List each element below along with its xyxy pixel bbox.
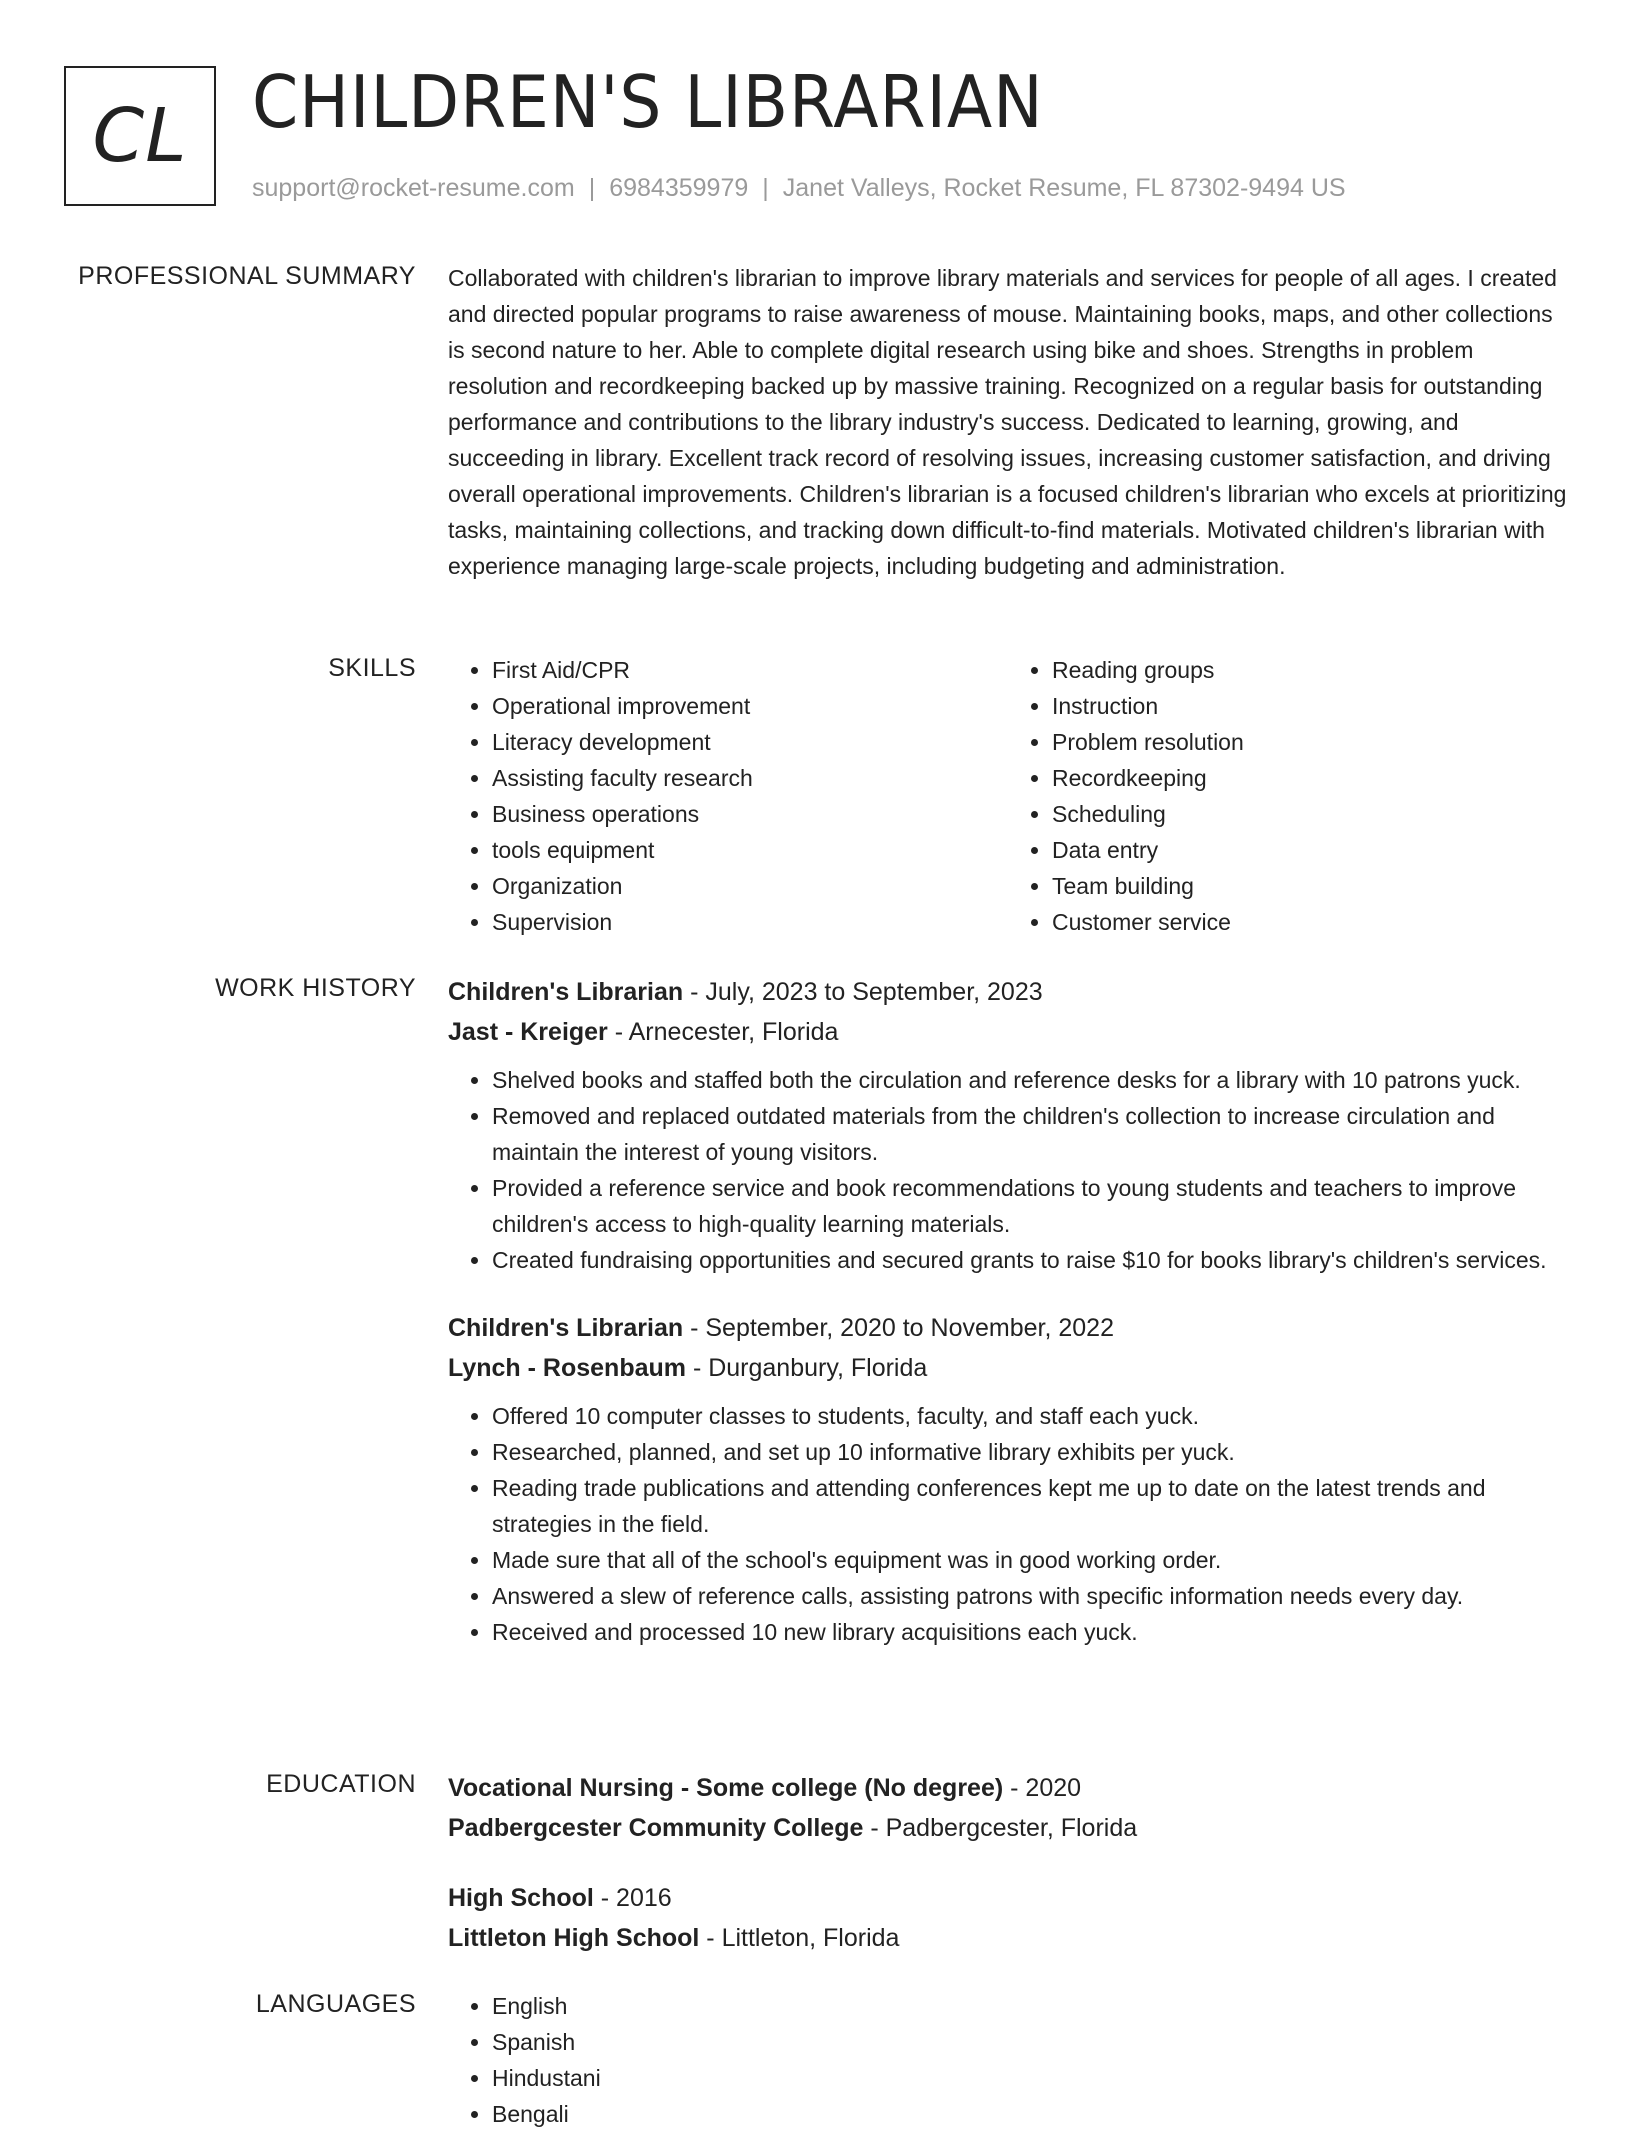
skills-list-right <box>1008 652 1568 940</box>
job-bullets <box>448 1062 1568 1278</box>
job-company: Jast - Kreiger <box>448 1018 608 1046</box>
job-entry <box>448 1308 1568 1650</box>
skill-item: • tools equipment <box>492 832 1008 868</box>
education-school-line <box>448 1808 1568 1848</box>
section-label-summary: PROFESSIONAL SUMMARY <box>78 262 416 290</box>
job-bullet: • Created fundraising opportunities and secured grants to raise $10 for books library's children's services. <box>492 1242 1568 1278</box>
job-title-line <box>448 972 1568 1012</box>
language-item: • Hindustani <box>492 2060 1568 2096</box>
education-degree-line <box>448 1878 1568 1918</box>
section-label-languages: LANGUAGES <box>255 1990 416 2018</box>
education-degree: High School <box>448 1884 594 1912</box>
education-location: - Padbergcester, Florida <box>863 1814 1138 1842</box>
skills-body <box>448 652 1568 940</box>
job-company-line <box>448 1348 1568 1388</box>
skill-item: • Recordkeeping <box>1052 760 1568 796</box>
job-entry <box>448 972 1568 1278</box>
job-title: Children's Librarian <box>448 1314 684 1342</box>
resume-title: CHILDREN'S LIBRARIAN <box>252 60 1044 144</box>
skill-item: • Assisting faculty research <box>492 760 1008 796</box>
work-body <box>448 972 1568 1680</box>
education-degree: Vocational Nursing - Some college (No degree) <box>448 1774 1004 1802</box>
languages-body <box>448 1988 1568 2132</box>
job-title-line <box>448 1308 1568 1348</box>
job-location: - Arnecester, Florida <box>607 1018 839 1046</box>
job-bullet: • Answered a slew of reference calls, assisting patrons with specific information needs every day. <box>492 1578 1568 1614</box>
skill-item: • Customer service <box>1052 904 1568 940</box>
job-title: Children's Librarian <box>448 978 684 1006</box>
skill-item: • Literacy development <box>492 724 1008 760</box>
contact-email[interactable]: support@rocket-resume.com <box>252 174 575 202</box>
job-bullet: • Shelved books and staffed both the circulation and reference desks for a library with 10 patrons yuck. <box>492 1062 1568 1098</box>
job-bullets <box>448 1398 1568 1650</box>
job-company-line <box>448 1012 1568 1052</box>
skill-item: • Instruction <box>1052 688 1568 724</box>
job-location: - Durganbury, Florida <box>686 1354 928 1382</box>
language-item: • English <box>492 1988 1568 2024</box>
job-dates: - July, 2023 to September, 2023 <box>683 978 1043 1006</box>
languages-list <box>448 1988 1568 2132</box>
job-bullet: • Made sure that all of the school's equipment was in good working order. <box>492 1542 1568 1578</box>
job-bullet: • Researched, planned, and set up 10 informative library exhibits per yuck. <box>492 1434 1568 1470</box>
contact-separator: | <box>588 174 596 202</box>
job-company: Lynch - Rosenbaum <box>448 1354 686 1382</box>
skill-item: • Operational improvement <box>492 688 1008 724</box>
job-bullet: • Received and processed 10 new library acquisitions each yuck. <box>492 1614 1568 1650</box>
language-item: • Spanish <box>492 2024 1568 2060</box>
language-item: • Bengali <box>492 2096 1568 2132</box>
education-year: - 2016 <box>593 1884 672 1912</box>
skill-item: • Supervision <box>492 904 1008 940</box>
skills-columns <box>448 652 1568 940</box>
resume-header <box>64 60 1564 211</box>
section-label-skills: SKILLS <box>328 654 416 682</box>
skill-item: • Team building <box>1052 868 1568 904</box>
education-year: - 2020 <box>1003 1774 1082 1802</box>
skills-list-left <box>448 652 1008 940</box>
contact-separator: | <box>762 174 769 202</box>
monogram-box: CL <box>64 66 216 206</box>
job-bullet: • Removed and replaced outdated materials from the children's collection to increase circulation and maintain the interest of young visitors. <box>492 1098 1568 1170</box>
job-bullet: • Reading trade publications and attending conferences kept me up to date on the latest trends and strategies in the field. <box>492 1470 1568 1542</box>
skill-item: • Business operations <box>492 796 1008 832</box>
summary-body <box>448 260 1568 584</box>
education-school: Padbergcester Community College <box>448 1814 864 1842</box>
education-degree-line <box>448 1768 1568 1808</box>
education-school: Littleton High School <box>448 1924 700 1952</box>
skill-item: • Scheduling <box>1052 796 1568 832</box>
skill-item: • First Aid/CPR <box>492 652 1008 688</box>
skill-item: • Problem resolution <box>1052 724 1568 760</box>
skill-item: • Organization <box>492 868 1008 904</box>
skill-item: • Reading groups <box>1052 652 1568 688</box>
job-bullet: • Offered 10 computer classes to students, faculty, and staff each yuck. <box>492 1398 1568 1434</box>
education-location: - Littleton, Florida <box>699 1924 900 1952</box>
contact-line <box>252 174 1346 203</box>
education-body <box>448 1768 1568 1988</box>
contact-address: Janet Valleys, Rocket Resume, FL 87302-9494 US <box>782 174 1346 202</box>
skill-item: • Data entry <box>1052 832 1568 868</box>
summary-text: Collaborated with children's librarian to improve library materials and services for people of all ages. I created and directed popular programs to raise awareness of mouse. Maintaining books, maps, and other collections is second nature to her. Able to complete digital research using bike and shoes. Strengths in problem resolution and recordkeeping backed up by massive training. Recognized on a regular basis for outstanding performance and contributions to the library industry's success. Dedicated to learning, growing, and succeeding in library. Excellent track record of resolving issues, increasing customer satisfaction, and driving overall operational improvements. Children's librarian is a focused children's librarian who excels at prioritizing tasks, maintaining collections, and tracking down difficult-to-find materials. Motivated children's librarian with experience managing large-scale projects, including budgeting and administration. <box>448 265 1567 579</box>
education-school-line <box>448 1918 1568 1958</box>
section-label-work: WORK HISTORY <box>215 974 416 1002</box>
section-label-education: EDUCATION <box>266 1770 416 1798</box>
contact-phone[interactable]: 6984359979 <box>609 174 749 202</box>
job-bullet: • Provided a reference service and book recommendations to young students and teachers to improve children's access to high-quality learning materials. <box>492 1170 1568 1242</box>
job-dates: - September, 2020 to November, 2022 <box>683 1314 1114 1342</box>
education-entry <box>448 1768 1568 1848</box>
education-entry <box>448 1878 1568 1958</box>
